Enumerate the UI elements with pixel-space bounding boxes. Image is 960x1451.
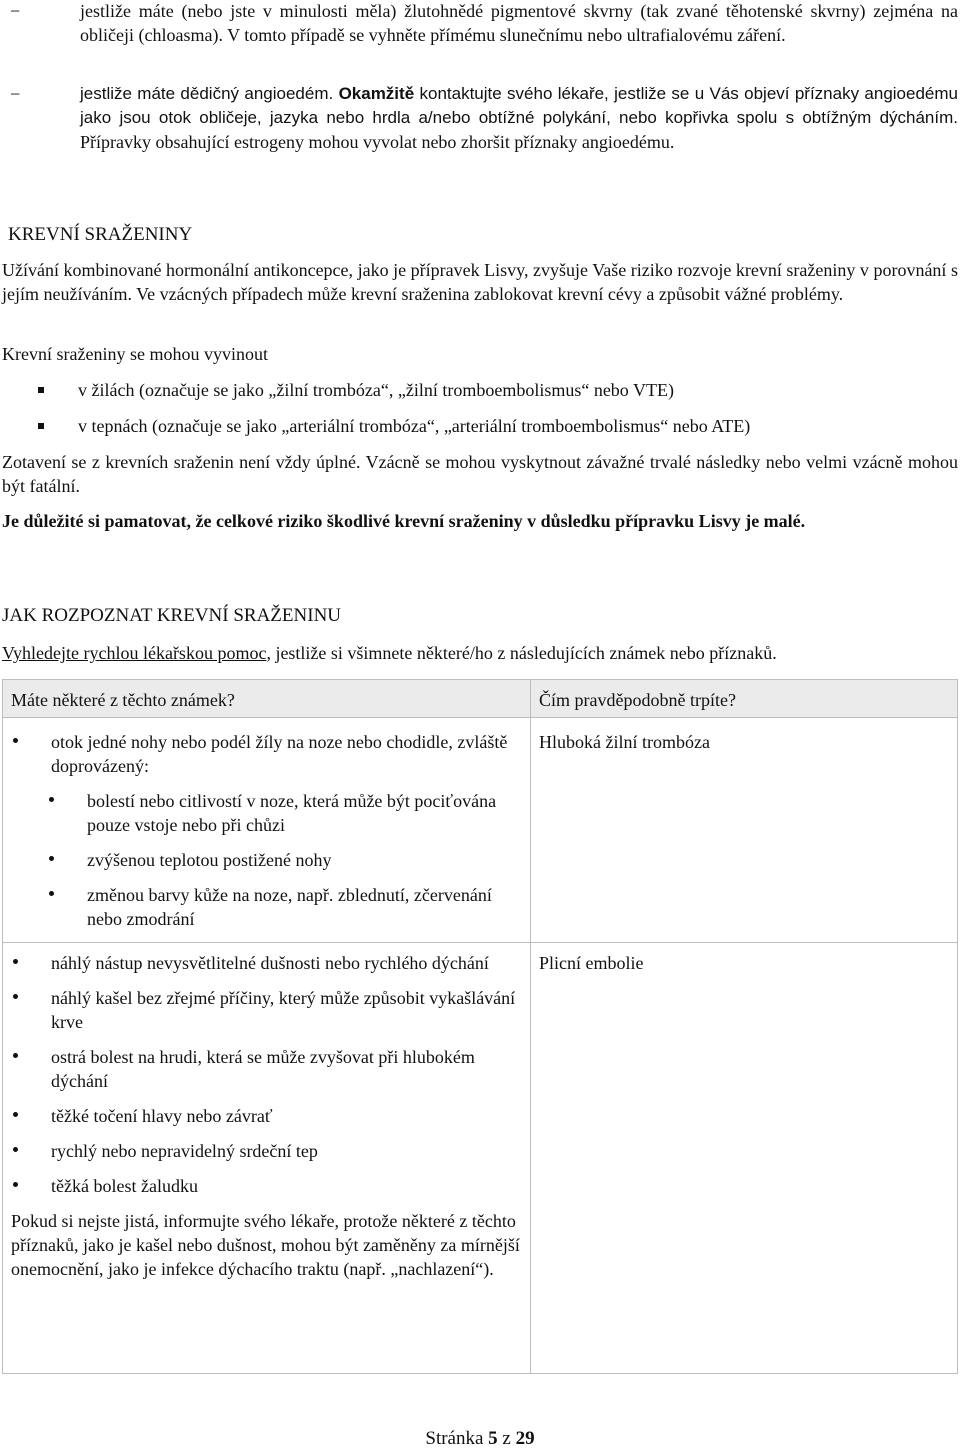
symptom-item: náhlý nástup nevysvětlitelné dušnosti nebo rychlého dýchání bbox=[3, 951, 530, 975]
symptom-subitem: zvýšenou teplotou postižené nohy bbox=[3, 848, 530, 872]
table-note: Pokud si nejste jistá, informujte svého lékaře, protože některé z těchto příznaků, jako je kašel nebo dušnost, mohou být zaměněny za mírnější onemocnění, jako je infekce dýchacího traktu (např. „nachlazení“). bbox=[11, 1211, 520, 1279]
paragraph-seek-help: Vyhledejte rychlou lékařskou pomoc, jestliže si všimnete některé/ho z následujících známek nebo příznaků. bbox=[2, 643, 777, 663]
warning-item-angioedema bbox=[10, 82, 958, 155]
bullet-icon bbox=[13, 959, 18, 964]
seek-help-link: Vyhledejte rychlou lékařskou pomoc bbox=[2, 643, 267, 663]
square-bullet-icon bbox=[38, 387, 44, 393]
emphasis-immediately: Okamžitě bbox=[338, 84, 415, 103]
dash-marker: − bbox=[10, 1, 21, 21]
symptom-item: těžké točení hlavy nebo závrať bbox=[3, 1104, 530, 1128]
symptoms-table bbox=[2, 679, 958, 1374]
bullet-icon bbox=[49, 856, 54, 861]
symptom-subitem: bolestí nebo citlivostí v noze, která může být pociťována pouze vstoje nebo při chůzi bbox=[3, 789, 530, 837]
bullet-icon bbox=[13, 1147, 18, 1152]
symptom-item: těžká bolest žaludku bbox=[3, 1174, 530, 1198]
bullet-icon bbox=[13, 1053, 18, 1058]
section-heading-blood-clots: KREVNÍ SRAŽENINY bbox=[8, 224, 193, 245]
table-row-dvt bbox=[3, 718, 958, 943]
bullet-icon bbox=[49, 891, 54, 896]
condition-dvt: Hluboká žilní trombóza bbox=[539, 732, 710, 752]
square-bullet-icon bbox=[38, 423, 44, 429]
table-header-row bbox=[3, 680, 958, 718]
bullet-icon bbox=[13, 1182, 18, 1187]
page-current: 5 bbox=[488, 1428, 498, 1449]
page-total: 29 bbox=[515, 1428, 535, 1449]
page-sep: z bbox=[502, 1428, 511, 1449]
warning-text: jestliže máte (nebo jste v minulosti měla) žlutohnědé pigmentové skvrny (tak zvané těhotenské skvrny) zejména na obličeji (chloasma). V tomto případě se vyhněte přímému slunečnímu nebo ultrafialovému záření. bbox=[80, 1, 958, 45]
warning-item-chloasma bbox=[10, 0, 958, 47]
symptom-subitem: změnou barvy kůže na noze, např. zblednutí, zčervenání nebo zmodrání bbox=[3, 883, 530, 931]
header-signs: Máte některé z těchto známek? bbox=[11, 690, 235, 710]
warning-text: jestliže máte dědičný angioedém. Okamžitě kontaktujte svého lékaře, jestliže se u Vás objeví příznaky angioedému jako jsou otok obličeje, jazyka nebo hrdla a/nebo obtížné polykání, nebo kopřivka spolu s obtížným dýcháním. Přípravky obsahující estrogeny mohou vyvolat nebo zhoršit příznaky angioedému. bbox=[80, 84, 958, 152]
page-footer bbox=[0, 1428, 960, 1450]
condition-pe: Plicní embolie bbox=[539, 953, 644, 973]
section-heading-recognize: JAK ROZPOZNAT KREVNÍ SRAŽENINU bbox=[2, 605, 342, 626]
bullet-icon bbox=[13, 738, 18, 743]
paragraph-develop: Krevní sraženiny se mohou vyvinout bbox=[2, 344, 268, 364]
paragraph-important: Je důležité si pamatovat, že celkové riziko škodlivé krevní sraženiny v důsledku přípravku Lisvy je malé. bbox=[2, 511, 806, 531]
symptom-item: otok jedné nohy nebo podél žíly na noze nebo chodidle, zvláště doprovázený: bbox=[3, 730, 530, 778]
bullet-icon bbox=[13, 1112, 18, 1117]
symptom-item: náhlý kašel bez zřejmé příčiny, který může způsobit vykašlávání krve bbox=[3, 986, 530, 1034]
bullet-icon bbox=[13, 994, 18, 999]
symptom-item: ostrá bolest na hrudi, která se může zvyšovat při hlubokém dýchání bbox=[3, 1045, 530, 1093]
bullet-icon bbox=[49, 797, 54, 802]
list-item-vte: v žilách (označuje se jako „žilní trombóza“, „žilní tromboembolismus“ nebo VTE) bbox=[38, 378, 938, 402]
list-item-ate: v tepnách (označuje se jako „arteriální trombóza“, „arteriální tromboembolismus“ nebo ATE) bbox=[38, 414, 938, 438]
table-row-pe bbox=[3, 943, 958, 1374]
symptom-item: rychlý nebo nepravidelný srdeční tep bbox=[3, 1139, 530, 1163]
page-label: Stránka bbox=[425, 1428, 484, 1449]
dash-marker: − bbox=[10, 84, 21, 104]
paragraph-risk: Užívání kombinované hormonální antikoncepce, jako je přípravek Lisvy, zvyšuje Vaše riziko rozvoje krevní sraženiny v porovnání s jejím neužíváním. Ve vzácných případech může krevní sraženina zablokovat krevní cévy a způsobit vážné problémy. bbox=[2, 260, 958, 304]
header-condition: Čím pravděpodobně trpíte? bbox=[539, 690, 736, 710]
paragraph-recovery: Zotavení se z krevních sraženin není vždy úplné. Vzácně se mohou vyskytnout závažné trvalé následky nebo velmi vzácně mohou být fatální. bbox=[2, 452, 958, 496]
